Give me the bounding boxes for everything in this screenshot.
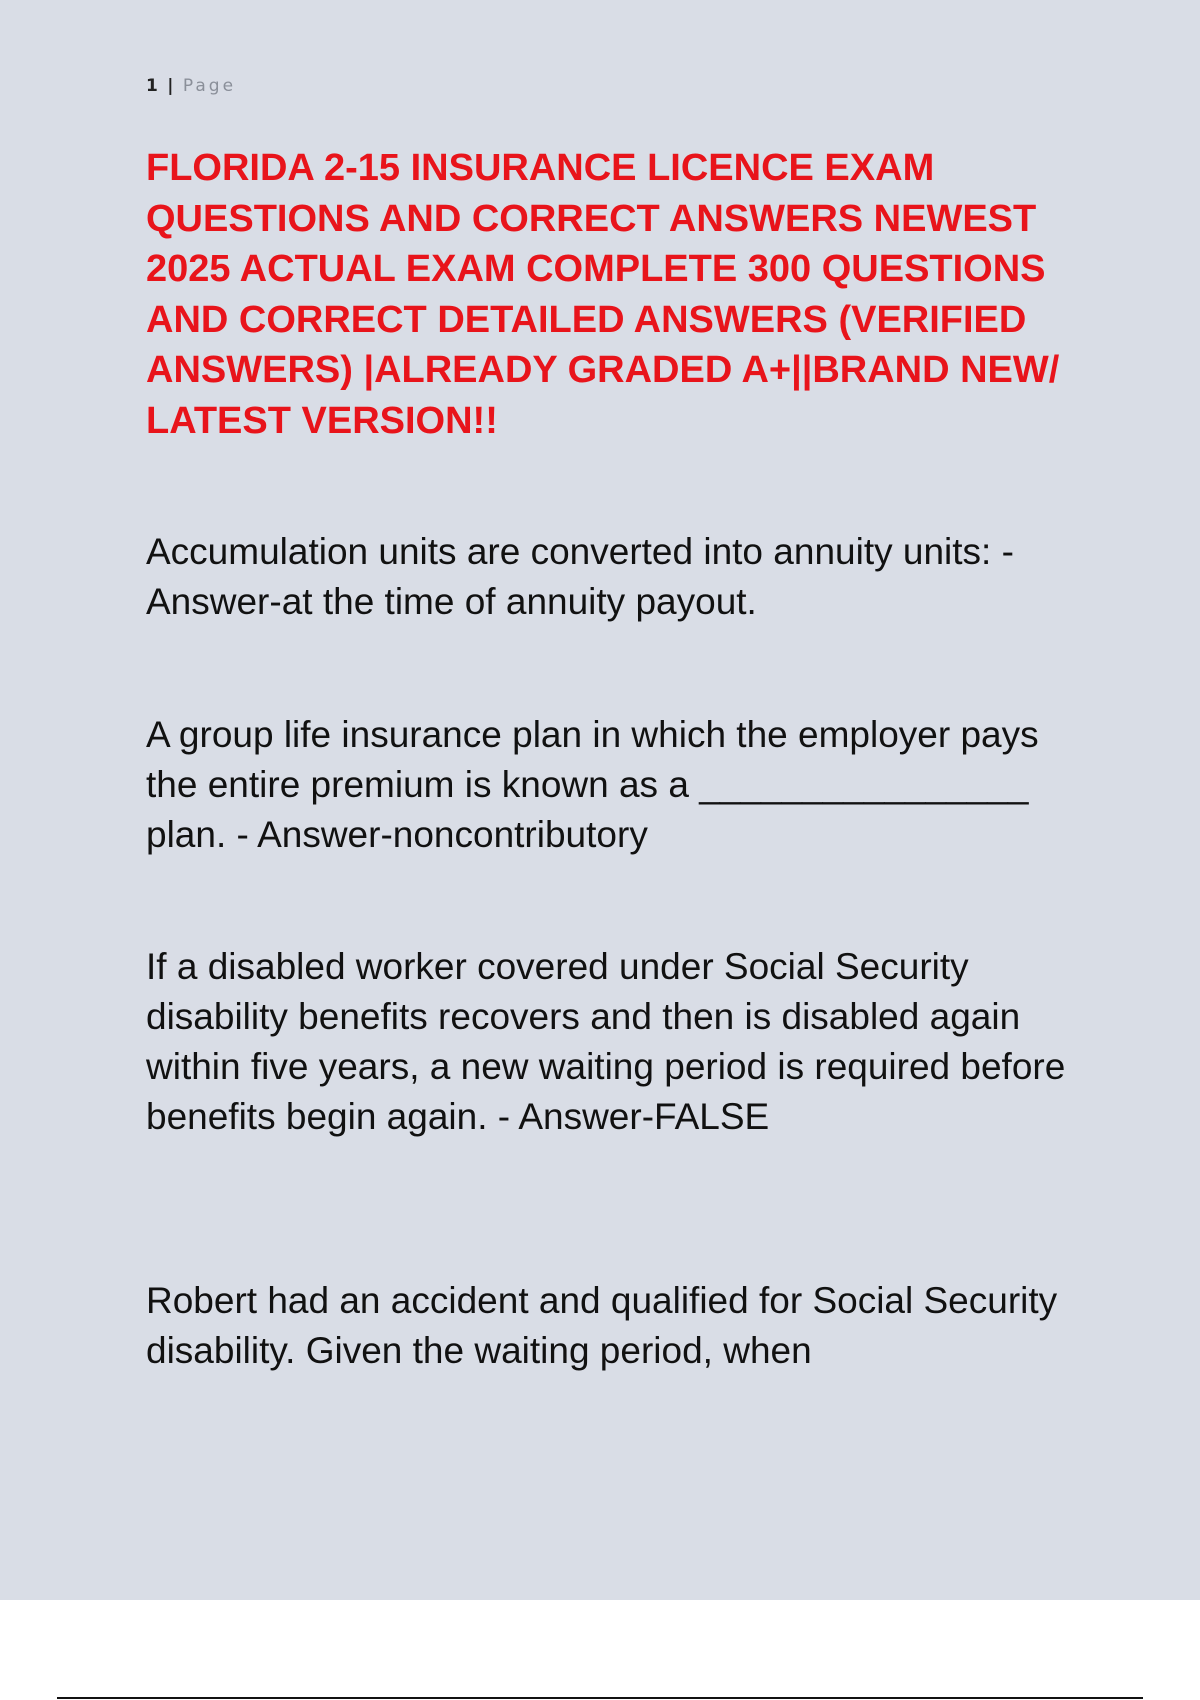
page-number: 1 <box>146 76 159 96</box>
question-answer-1: Accumulation units are converted into annuity units: - Answer-at the time of annuity payout. <box>146 531 1014 622</box>
question-answer-4: Robert had an accident and qualified for Social Security disability. Given the waiting period, when <box>146 1280 1058 1371</box>
question-answer-3: If a disabled worker covered under Social Security disability benefits recovers and then is disabled again within five years, a new waiting period is required before benefits begin again. - Answer-FALSE <box>146 946 1066 1137</box>
document-title: FLORIDA 2-15 INSURANCE LICENCE EXAM QUESTIONS AND CORRECT ANSWERS NEWEST 2025 ACTUAL EXAM COMPLETE 300 QUESTIONS AND CORRECT DETAILED ANSWERS (VERIFIED ANSWERS) |ALREADY GRADED A+||BRAND NEW/ LATEST VERSION!! <box>146 147 1060 442</box>
page-number-header <box>146 76 236 96</box>
question-answer-2: A group life insurance plan in which the employer pays the entire premium is known as a ________________ plan. - Answer-noncontributory <box>146 714 1039 855</box>
page-label: Page <box>182 76 237 96</box>
footer-divider <box>57 1697 1143 1699</box>
page-number-separator: | <box>167 76 175 96</box>
